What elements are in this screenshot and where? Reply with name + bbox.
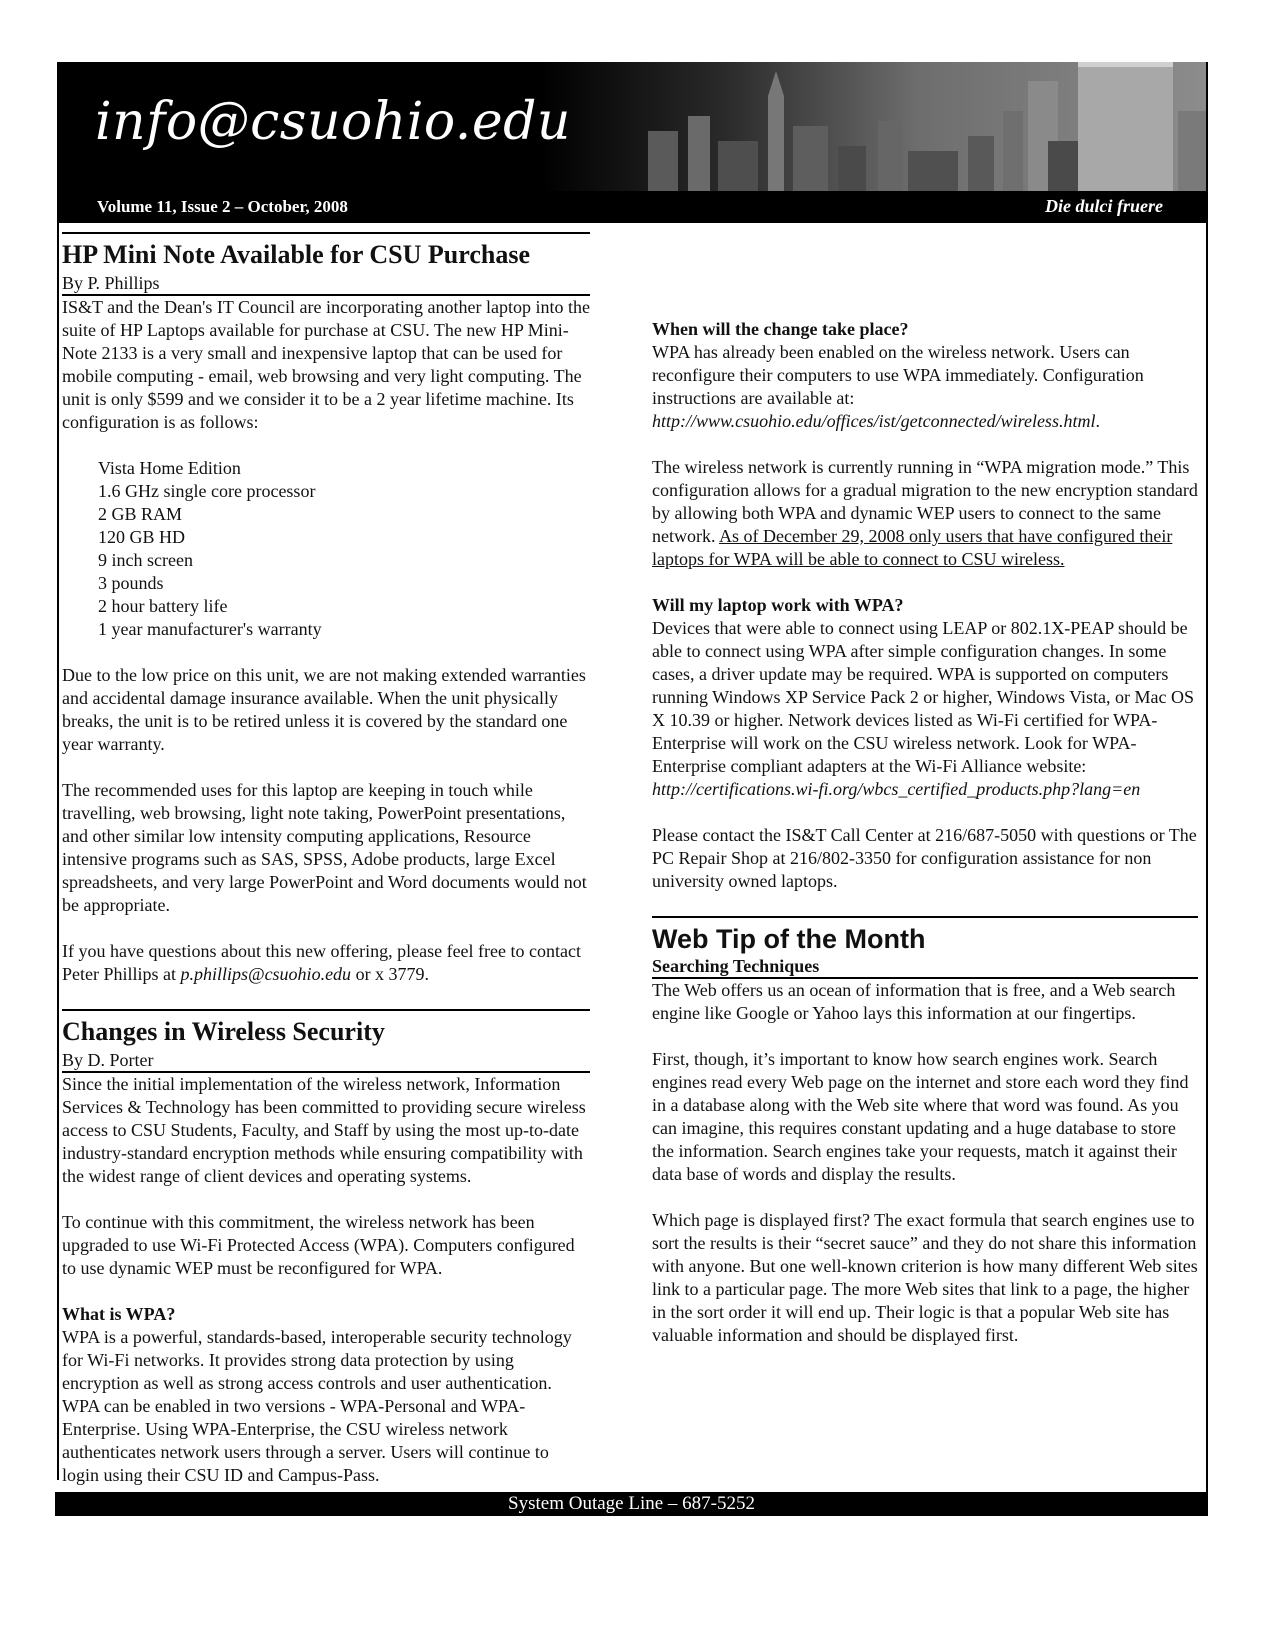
question-what-is-wpa: What is WPA? bbox=[62, 1304, 176, 1324]
hp-paragraph-4 bbox=[62, 940, 590, 986]
motto: Die dulci fruere bbox=[1045, 196, 1163, 216]
volume-issue: Volume 11, Issue 2 – October, 2008 bbox=[97, 197, 348, 216]
webtip-paragraph-2: First, though, it’s important to know how search engines work. Search engines read every Web page on the internet and store each word they find in a database along with the Web site where that word was found. As you can imagine, this requires constant updating and a huge database to store the information. Search engines take your requests, match it against their data base of words and display the results. bbox=[652, 1049, 1189, 1184]
answer-laptop-work bbox=[652, 617, 1198, 801]
spec-item: 9 inch screen bbox=[98, 550, 193, 570]
hp-contact-ext: or x 3779. bbox=[351, 964, 430, 984]
wireless-paragraph-2: To continue with this commitment, the wireless network has been upgraded to use Wi-Fi Protected Access (WPA). Computers configured to use dynamic WEP must be reconfigured for WPA. bbox=[62, 1212, 575, 1278]
left-frame-line bbox=[57, 223, 59, 1480]
masthead-banner bbox=[57, 62, 1208, 223]
webtip-paragraph-3: Which page is displayed first? The exact formula that search engines use to sort the results is their “secret sauce” and they do not share this information with anyone. But one well-known criterion is how many different Web sites link to a particular page. The more Web sites that link to a page, the higher in the sort order it will end up. Their logic is that a popular Web site has valuable information and should be displayed first. bbox=[652, 1210, 1198, 1345]
question-laptop-work: Will my laptop work with WPA? bbox=[652, 595, 904, 615]
migration-text: The wireless network is currently running in “WPA migration mode.” This configuration allows for a gradual migration to the new encryption standard by allowing both WPA and dynamic WEP users to connect to the same network. bbox=[652, 457, 1198, 546]
spec-item: 1.6 GHz single core processor bbox=[98, 481, 316, 501]
answer-what-is-wpa: WPA is a powerful, standards-based, interoperable security technology for Wi-Fi networks. It provides strong data protection by using encryption as well as strong access controls and user authentication. WPA can be enabled in two versions - WPA-Personal and WPA-Enterprise. Using WPA-Enterprise, the CSU wireless network authenticates network users through a server. Users will continue to login using their CSU ID and Campus-Pass. bbox=[62, 1327, 572, 1485]
answer-laptop-text: Devices that were able to connect using LEAP or 802.1X-PEAP should be able to connect using WPA after simple configuration changes. In some cases, a driver update may be required. WPA is supported on computers running Windows XP Service Pack 2 or higher, Windows Vista, or Mac OS X 10.39 or higher. Network devices listed as Wi-Fi certified for WPA-Enterprise will work on the CSU wireless network. Look for WPA-Enterprise compliant adapters at the Wi-Fi Alliance website: bbox=[652, 618, 1195, 776]
article-title-webtip: Web Tip of the Month bbox=[652, 924, 926, 954]
hp-spec-list bbox=[98, 457, 590, 641]
answer-when-change bbox=[652, 341, 1198, 433]
newsletter-title: info@csuohio.edu bbox=[95, 92, 571, 152]
email-link[interactable]: p.phillips@csuohio.edu bbox=[180, 964, 352, 984]
spec-item: 1 year manufacturer's warranty bbox=[98, 619, 322, 639]
byline-wireless: By D. Porter bbox=[62, 1049, 590, 1073]
webtip-subtitle: Searching Techniques bbox=[652, 956, 1198, 979]
footer-outage-line: System Outage Line – 687-5252 bbox=[55, 1492, 1208, 1516]
hp-paragraph-1: IS&T and the Dean's IT Council are incorporating another laptop into the suite of HP Laptops available for purchase at CSU. The new HP Mini-Note 2133 is a very small and inexpensive laptop that can be used for mobile computing - email, web browsing and very light computing. The unit is only $599 and we consider it to be a 2 year lifetime machine. Its configuration is as follows: bbox=[62, 297, 590, 432]
hp-paragraph-3: The recommended uses for this laptop are keeping in touch while travelling, web browsing, light note taking, PowerPoint presentations, and other similar low intensity computing applications, Resource intensive programs such as SAS, SPSS, Adobe products, large Excel spreadsheets, and very large PowerPoint and Word documents would not be appropriate. bbox=[62, 780, 587, 915]
spec-item: 3 pounds bbox=[98, 573, 164, 593]
webtip-paragraph-1: The Web offers us an ocean of information that is free, and a Web search engine like Google or Yahoo lays this information at our fingertips. bbox=[652, 980, 1176, 1023]
spec-item: 120 GB HD bbox=[98, 527, 186, 547]
answer-when-end: . bbox=[1095, 411, 1100, 431]
wireless-paragraph-1: Since the initial implementation of the wireless network, Information Services & Technology has been committed to providing secure wireless access to CSU Students, Faculty, and Staff by using the most up-to-date industry-standard encryption methods while ensuring compatibility with the widest range of client devices and operating systems. bbox=[62, 1074, 586, 1186]
answer-when-text: WPA has already been enabled on the wireless network. Users can reconfigure their computers to use WPA immediately. Configuration instructions are available at: bbox=[652, 342, 1144, 408]
wireless-paragraph-3 bbox=[652, 456, 1198, 571]
right-frame-line bbox=[1206, 62, 1208, 1492]
wifi-alliance-link[interactable]: http://certifications.wi-fi.org/wbcs_certified_products.php?lang=en bbox=[652, 779, 1141, 799]
deadline-notice: As of December 29, 2008 only users that have configured their laptops for WPA will be able to connect to CSU wireless. bbox=[652, 526, 1173, 569]
hp-paragraph-2: Due to the low price on this unit, we are not making extended warranties and accidental damage insurance available. When the unit physically breaks, the unit is to be retired unless it is covered by the standard one year warranty. bbox=[62, 665, 586, 754]
right-column bbox=[652, 226, 1198, 1370]
article-title-hp: HP Mini Note Available for CSU Purchase bbox=[62, 240, 530, 269]
article-title-wireless: Changes in Wireless Security bbox=[62, 1017, 385, 1046]
wireless-paragraph-4: Please contact the IS&T Call Center at 216/687-5050 with questions or The PC Repair Shop at 216/802-3350 for configuration assistance for non university owned laptops. bbox=[652, 825, 1197, 891]
hp-contact-text: If you have questions about this new offering, please feel free to contact Peter Phillips at bbox=[62, 941, 581, 984]
spec-item: Vista Home Edition bbox=[98, 458, 241, 478]
spec-item: 2 hour battery life bbox=[98, 596, 228, 616]
question-when-change: When will the change take place? bbox=[652, 319, 909, 339]
byline-hp: By P. Phillips bbox=[62, 272, 590, 296]
volume-strip bbox=[57, 191, 1208, 223]
config-instructions-link[interactable]: http://www.csuohio.edu/offices/ist/getconnected/wireless.html bbox=[652, 411, 1096, 431]
left-column bbox=[62, 232, 590, 1510]
city-skyline-image bbox=[608, 62, 1208, 191]
spec-item: 2 GB RAM bbox=[98, 504, 183, 524]
